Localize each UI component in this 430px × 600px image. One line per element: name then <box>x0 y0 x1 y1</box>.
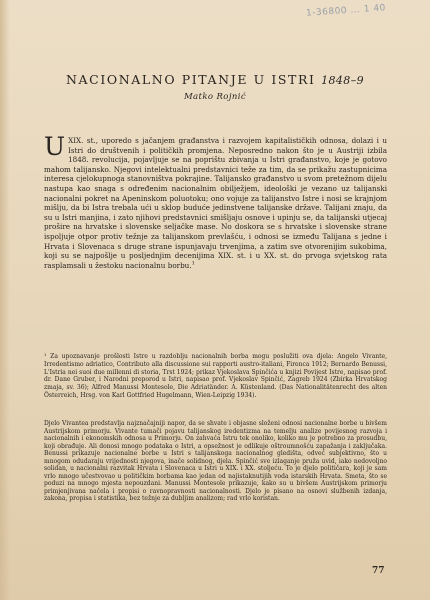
page-edge-shadow <box>0 0 10 600</box>
title-text: NACIONALNO PITANJE U ISTRI <box>66 72 316 88</box>
main-paragraph-text: XIX. st., uporedo s jačanjem građanstva i razvojem kapitalističkih odnosa, dolazi i u Istri do društvenih i političkih promjena. Neposredno nakon što je u Austriji izbila 1848. revolucija, pojavljuje se na poprištu zbivanja u Istri građanstvo, koje je gotovo mahom talijansko. Njegovi intelektualni predstavnici teže za tim, da se prikažu zastupnicima interesa cjelokupnoga stanovništva pokrajine. Talijansko građanstvo u svom pretežnom dijelu nastupa kao snaga s određenim nacionalnim obilježjem, ideološki je vezano uz talijanski nacionalni pokret na Apeninskom poluotoku; ono vojuje za talijanstvo Istre i nosi se krajnjom mišlju, da bi Istra trebala ući u sklop buduće jedinstvene talijanske države. Talijani znaju, da su u Istri manjina, i zato njihovi predstavnici smišljaju osnove i upinju se, da talijanski utjecaj prošire na hrvatske i slovenske seljačke mase. No doskora se s hrvatske i slovenske strane ispoljuje otpor protiv težnje za talijanskom prevlašću, i odnosi se između Talijana s jedne i Hrvata i Slovenaca s druge strane ispunjavaju trvenjima, a zatim sve otvorenijim sukobima, koji su se najpošlje u posljednjim decenijima XIX. st. i u XX. st. do prvoga svjetskog rata rasplamsali u žestoku nacionalnu borbu. <box>44 136 387 270</box>
footnote-marker: 1 <box>191 260 195 267</box>
pencil-shelfmark: 1-36800 ... 1 40 <box>305 3 387 19</box>
secondary-paragraph: Djelo Vivantea predstavlja najznačajniji napor, da se shvate i objasne složeni odnosi nacionalne borbe u bivšem Austrijskom primorju. Vivante tumači pojavu talijanskog iredentizma na temelju analize povijesnog razvoja i nacionalnih i ekonomskih odnosa u Primorju. On zahvaća Istru tek onoliko, koliko mu je potrebno za prosudbu, koji obrađuje. Ali donosi mnogo podataka o Istri, a opsežnost je odlikuje oštroumnošću zapažanja i zaključaka. Benussi prikazuje nacionalne borbe u Istri s talijanskoga nacionalnog gledišta, odveć subjektivno, što u mnogom odudaraju vrijednosti njegova, inače solidnog, djela. Spinčić sve izlaganje pruža uvid, iako nedovoljno solidan, u nacionalni razvitak Hrvata i Slovenaca u Istri u XIX. i XX. stoljeću. To je djelo političara, koji je sam vrlo mnogo učestvovao u političkim borbama kao jedan od najistaknutijih voda istarskih Hrvata. Smeta, što se poduzi na mnogo mjesta nepouzdani. Manussi Montesole prikazuje, kako su u bivšem Austrijskom primorju primjenjivana načela i propisi o ravnopravnosti nacionalnosti. Djelo je pisano na osnovi službenih izdanja, zakona, propisa i statistika, bez težnje za dubljim analizom; rad vrlo koristan. <box>44 420 387 502</box>
article-title <box>0 72 430 87</box>
footnote: ¹ Za upoznavanje prošlosti Istre u razdoblju nacionalnih borba mogu poslužiti ova djela: Angelo Vivante, Irredentismo adriatico, Contributo alla discussione sui rapporti austro-italiani, Firenca 1912; Bernardo Benussi, L'Istria nei suoi due millenni di storia, Trst 1924; prikaz Vjekoslava Spinčića u knjizi Povijest Istre, napisao prof. dr. Dane Gruber, i Narodni preporod u Istri, napisao prof. Vjekoslav Spinčić, Zagreb 1924 (Zbirka Hrvatskog zmaja, sv. 36); Alfred Manussi Montesole, Die Adriatänder. A. Küstenland. (Das Nationalitätenrecht des alten Österreich, Hrsg. von Karl Gottfried Hugelmann, Wien-Leipzig 1934). <box>44 353 387 399</box>
page-number: 77 <box>372 566 385 576</box>
drop-cap: U <box>44 132 66 161</box>
title-years: 1848–9 <box>321 74 364 88</box>
main-paragraph <box>44 132 387 270</box>
article-author: Matko Rojnić <box>183 92 247 102</box>
